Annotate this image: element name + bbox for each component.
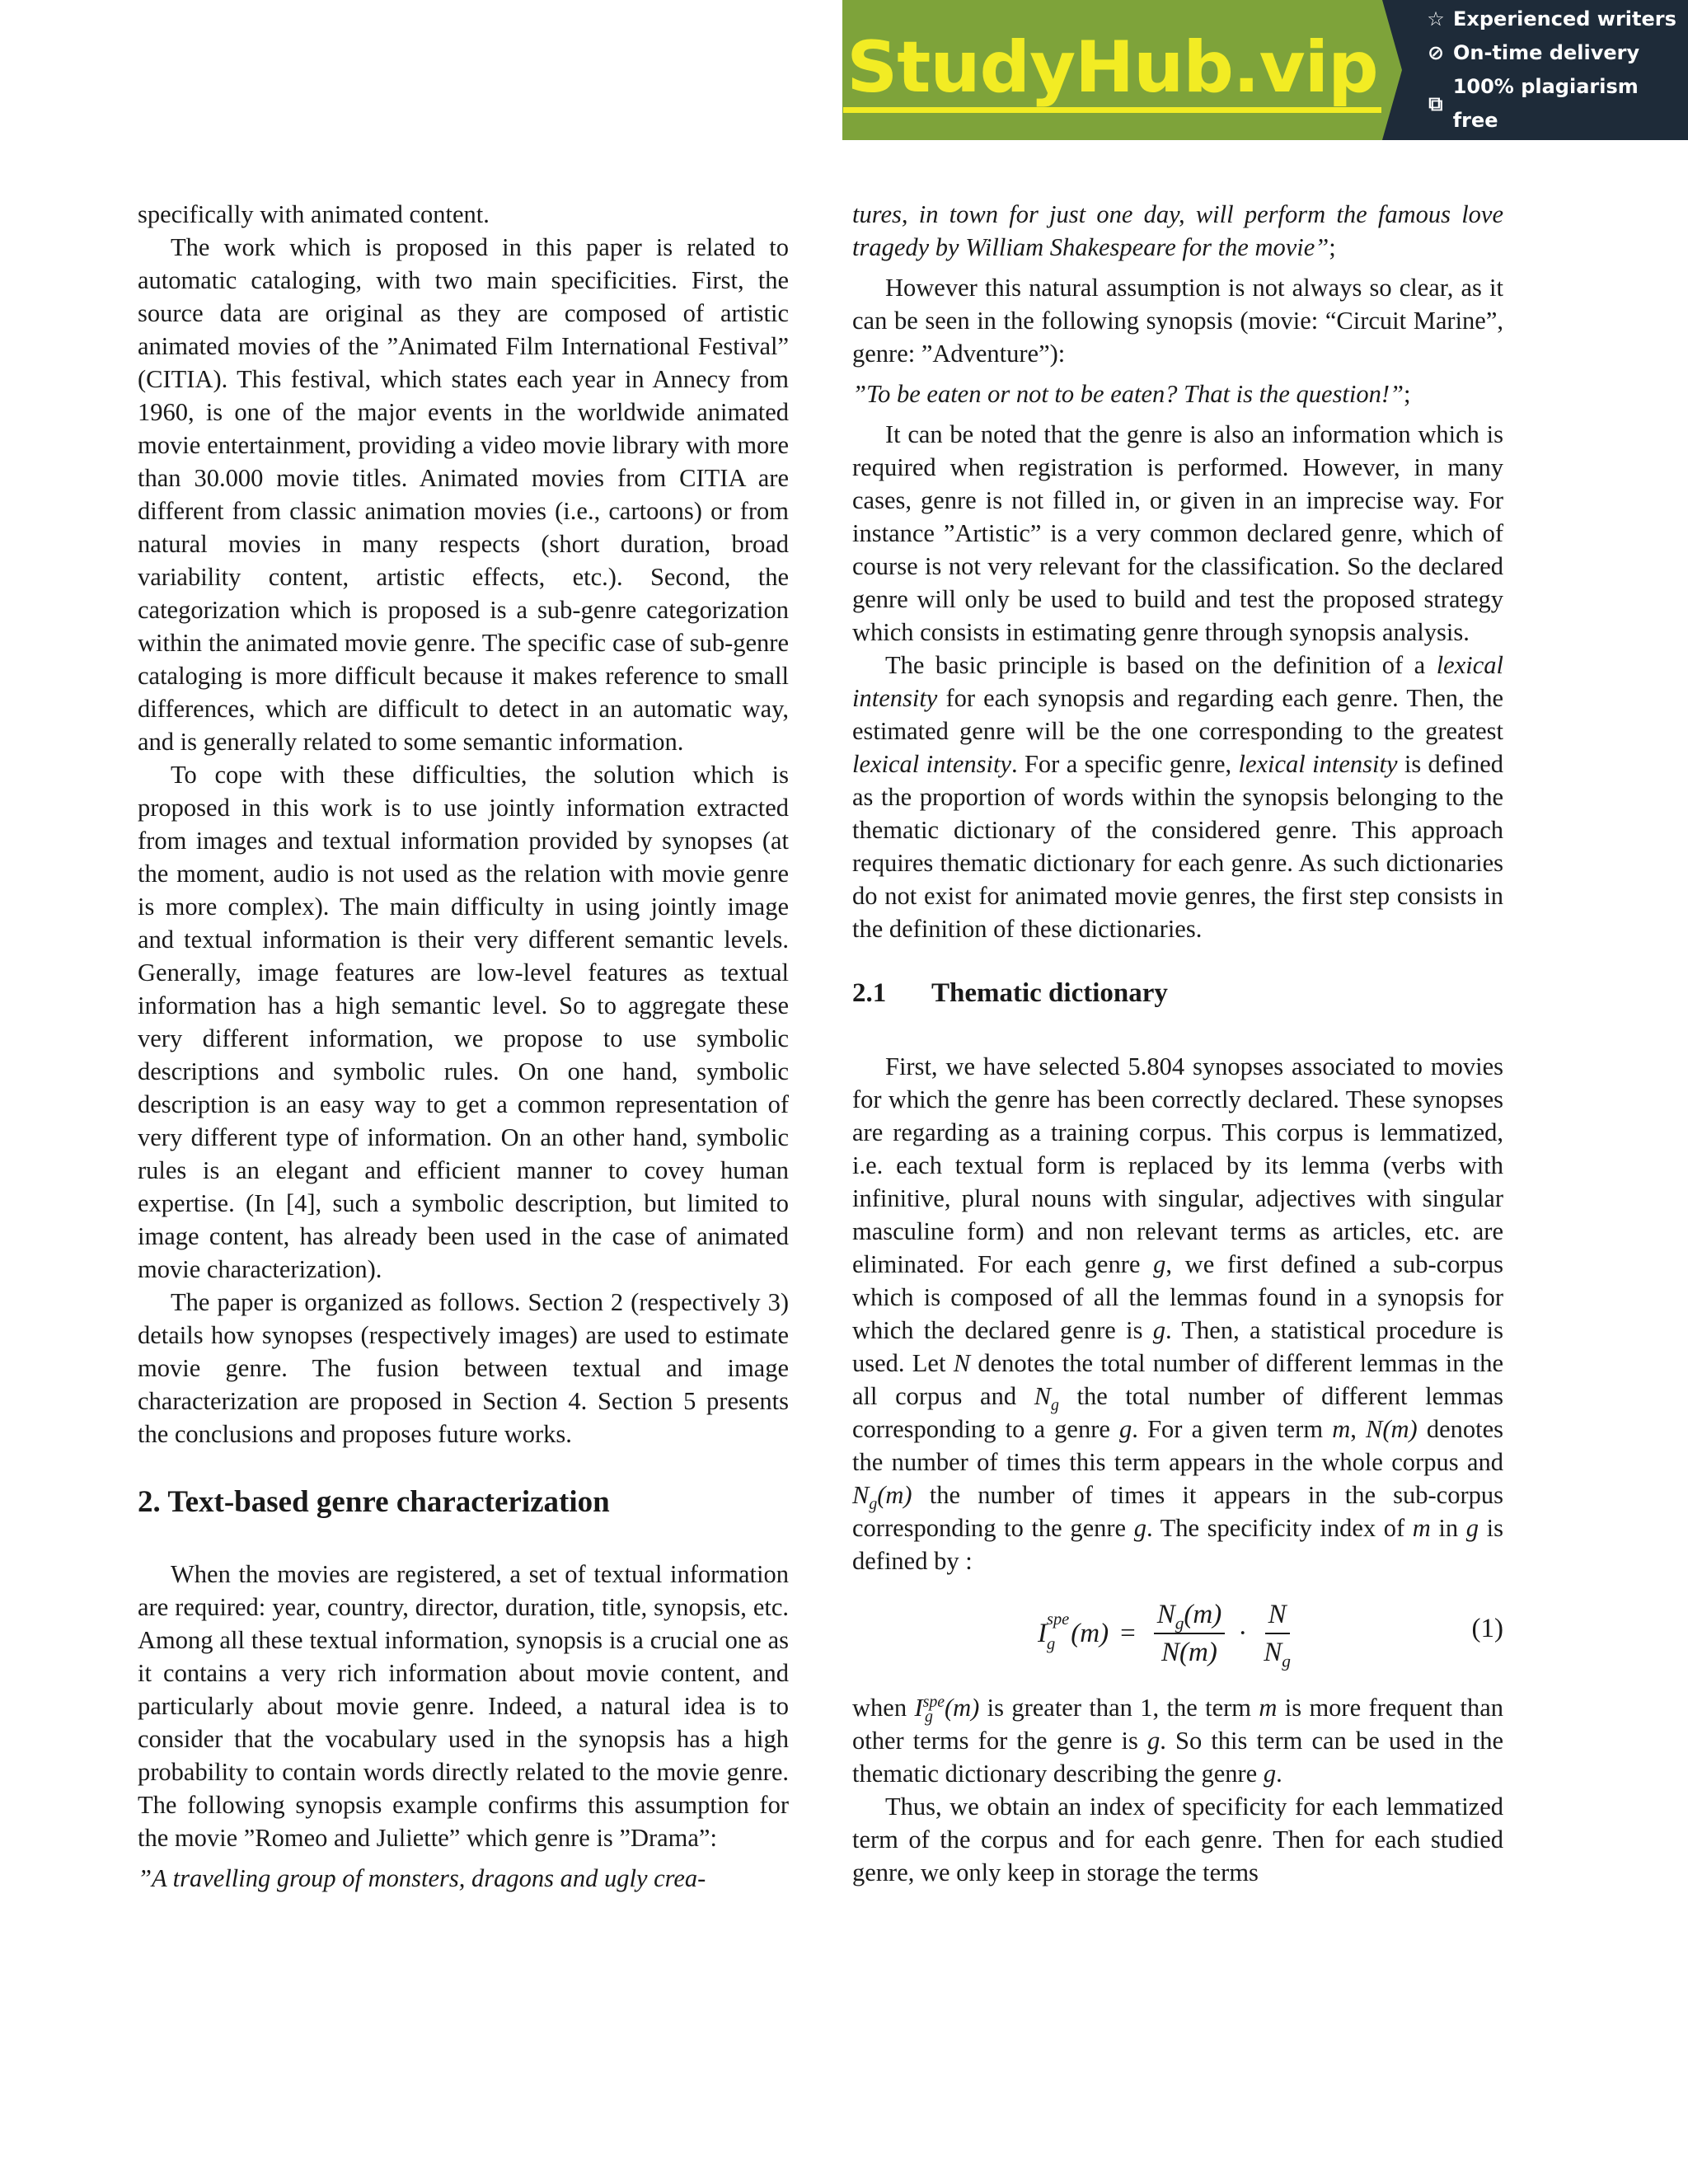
- right-column: [852, 198, 1503, 1889]
- feature-plagiarism-free: [1423, 70, 1688, 138]
- feature-on-time-delivery: [1423, 36, 1688, 70]
- fraction: $\frac{N_g(m)}{N(m)}$: [1154, 1598, 1226, 1669]
- paragraph: Thus, we obtain an index of specificity for each lemmatized term of the corpus and for each genre. Then for each studied genre, we only keep in storage the terms: [852, 1793, 1503, 1886]
- synopsis-quote: ”To be eaten or not to be eaten? That is the question!”;: [852, 380, 1411, 408]
- equation-number: (1): [1471, 1614, 1503, 1643]
- studyhub-banner[interactable]: [842, 0, 1688, 140]
- synopsis-quote-continued: tures, in town for just one day, will perform the famous love tragedy by William Shakespeare for the movie”;: [852, 200, 1503, 261]
- paragraph: specifically with animated content.: [138, 200, 490, 228]
- star-icon: ☆: [1427, 7, 1445, 30]
- feature-label: Experienced writers: [1453, 7, 1676, 30]
- paragraph: When the movies are registered, a set of textual information are required: year, country, director, duration, title, synopsis, etc. Among all these textual information, synopsis is a crucial one as it contains a very rich information about movie content, and particularly about movie genre. Indeed, a natural idea is to consider that the vocabulary used in the synopsis has a high probability to contain words directly related to the movie genre. The following synopsis example confirms this assumption for the movie ”Romeo and Juliette” which genre is ”Drama”:: [138, 1560, 789, 1852]
- paragraph: First, we have selected 5.804 synopses associated to movies for which the genre has been correctly declared. These synopses are regarding as a training corpus. This corpus is lemmatized, i.e. each textual form is replaced by its lemma (verbs with infinitive, plural nouns with singular, adjectives with singular masculine form) and non relevant terms as articles, etc. are eliminated. For each genre g, we first defined a sub-corpus which is composed of all the lemmas found in a synopsis for which the declared genre is g. Then, a statistical procedure is used. Let N denotes the total number of different lemmas in the all corpus and $N_g$ the total number of different lemmas corresponding to a genre g. For a given term m, N(m) denotes the number of times this term appears in the whole corpus and $N_g(m)$ the number of times it appears in the sub-corpus corresponding to the genre g. The specificity index of m in g is defined by :: [852, 1052, 1504, 1575]
- subsection-number: 2.1: [852, 978, 887, 1008]
- fraction: $\frac{N}{N_g}$: [1264, 1600, 1291, 1671]
- paragraph: The work which is proposed in this paper is related to automatic cataloging, with two main specificities. First, the source data are original as they are composed of artistic animated movies of the ”Animated Film International Festival” (CITIA). This festival, which states each year in Annecy from 1960, is one of the major events in the worldwide animated movie entertainment, providing a video movie library with more than 30.000 movie titles. Animated movies from CITIA are different from classic animation movies (i.e., cartoons) or from natural movies in many respects (short duration, broad variability content, artistic effects, etc.). Second, the categorization which is proposed is a sub-genre categorization within the animated movie genre. The specific case of sub-genre cataloging is more difficult because it makes reference to small differences, which are difficult to detect in an automatic way, and is generally related to some semantic information.: [138, 233, 789, 756]
- subsection-heading: [852, 974, 1503, 1012]
- studyhub-logo: StudyHub.vip: [843, 28, 1381, 113]
- feature-list: [1382, 0, 1688, 140]
- clock-icon: ⊘: [1427, 41, 1445, 64]
- synopsis-quote: ”A travelling group of monsters, dragons and ugly crea-: [138, 1864, 706, 1892]
- logo-panel: [842, 0, 1382, 140]
- feature-label: On-time delivery: [1453, 41, 1640, 64]
- paragraph: To cope with these difficulties, the solution which is proposed in this work is to use jointly information extracted from images and textual information provided by synopses (at the moment, audio is not used as the relation with movie genre is more complex). The main difficulty in using jointly image and textual information is their very different semantic levels. Generally, image features are low-level features as textual information has a high semantic level. So to aggregate these very different information, we propose to use symbolic descriptions and symbolic rules. On one hand, symbolic description is an easy way to get a common representation of very different type of information. On an other hand, symbolic rules is an elegant and efficient manner to covey human expertise. (In [4], such a symbolic description, but limited to image content, has already been used in the case of animated movie characterization).: [138, 761, 789, 1283]
- section-heading: 2. Text-based genre characterization: [138, 1485, 610, 1519]
- equation-body: I spe g (m) = $\frac{N_g(m)}{N(m)}$ · $\frac{N}{N_g}$: [1038, 1592, 1301, 1675]
- specificity-equation: [852, 1584, 1503, 1681]
- left-column: [138, 198, 789, 1895]
- copy-icon: ⧉: [1428, 91, 1443, 115]
- paragraph: when $I^{spe}_g$ (m) is greater than 1, the term m is more frequent than other terms for the genre is g. So this term can be used in the thematic dictionary describing the genre g.: [852, 1692, 1503, 1788]
- subsection-title: Thematic dictionary: [931, 978, 1168, 1008]
- paragraph: The paper is organized as follows. Section 2 (respectively 3) details how synopses (respectively images) are used to estimate movie genre. The fusion between textual and image characterization are proposed in Section 4. Section 5 presents the conclusions and proposes future works.: [138, 1288, 789, 1448]
- paragraph: It can be noted that the genre is also an information which is required when registration is performed. However, in many cases, genre is not filled in, or given in an imprecise way. For instance ”Artistic” is a very common declared genre, which of course is not very relevant for the classification. So the declared genre will only be used to build and test the proposed strategy which consists in estimating genre through synopsis analysis.: [852, 420, 1503, 646]
- feature-label: 100% plagiarism free: [1452, 75, 1639, 132]
- paragraph: The basic principle is based on the definition of a lexical intensity for each synopsis and regarding each genre. Then, the estimated genre will be the one corresponding to the greatest lexical intensity. For a specific genre, lexical intensity is defined as the proportion of words within the synopsis belonging to the thematic dictionary of the considered genre. This approach requires thematic dictionary for each genre. As such dictionaries do not exist for animated movie genres, the first step consists in the definition of these dictionaries.: [852, 651, 1503, 943]
- feature-experienced-writers: [1423, 2, 1688, 36]
- paragraph: However this natural assumption is not always so clear, as it can be seen in the following synopsis (movie: “Circuit Marine”, genre: ”Adventure”):: [852, 274, 1503, 368]
